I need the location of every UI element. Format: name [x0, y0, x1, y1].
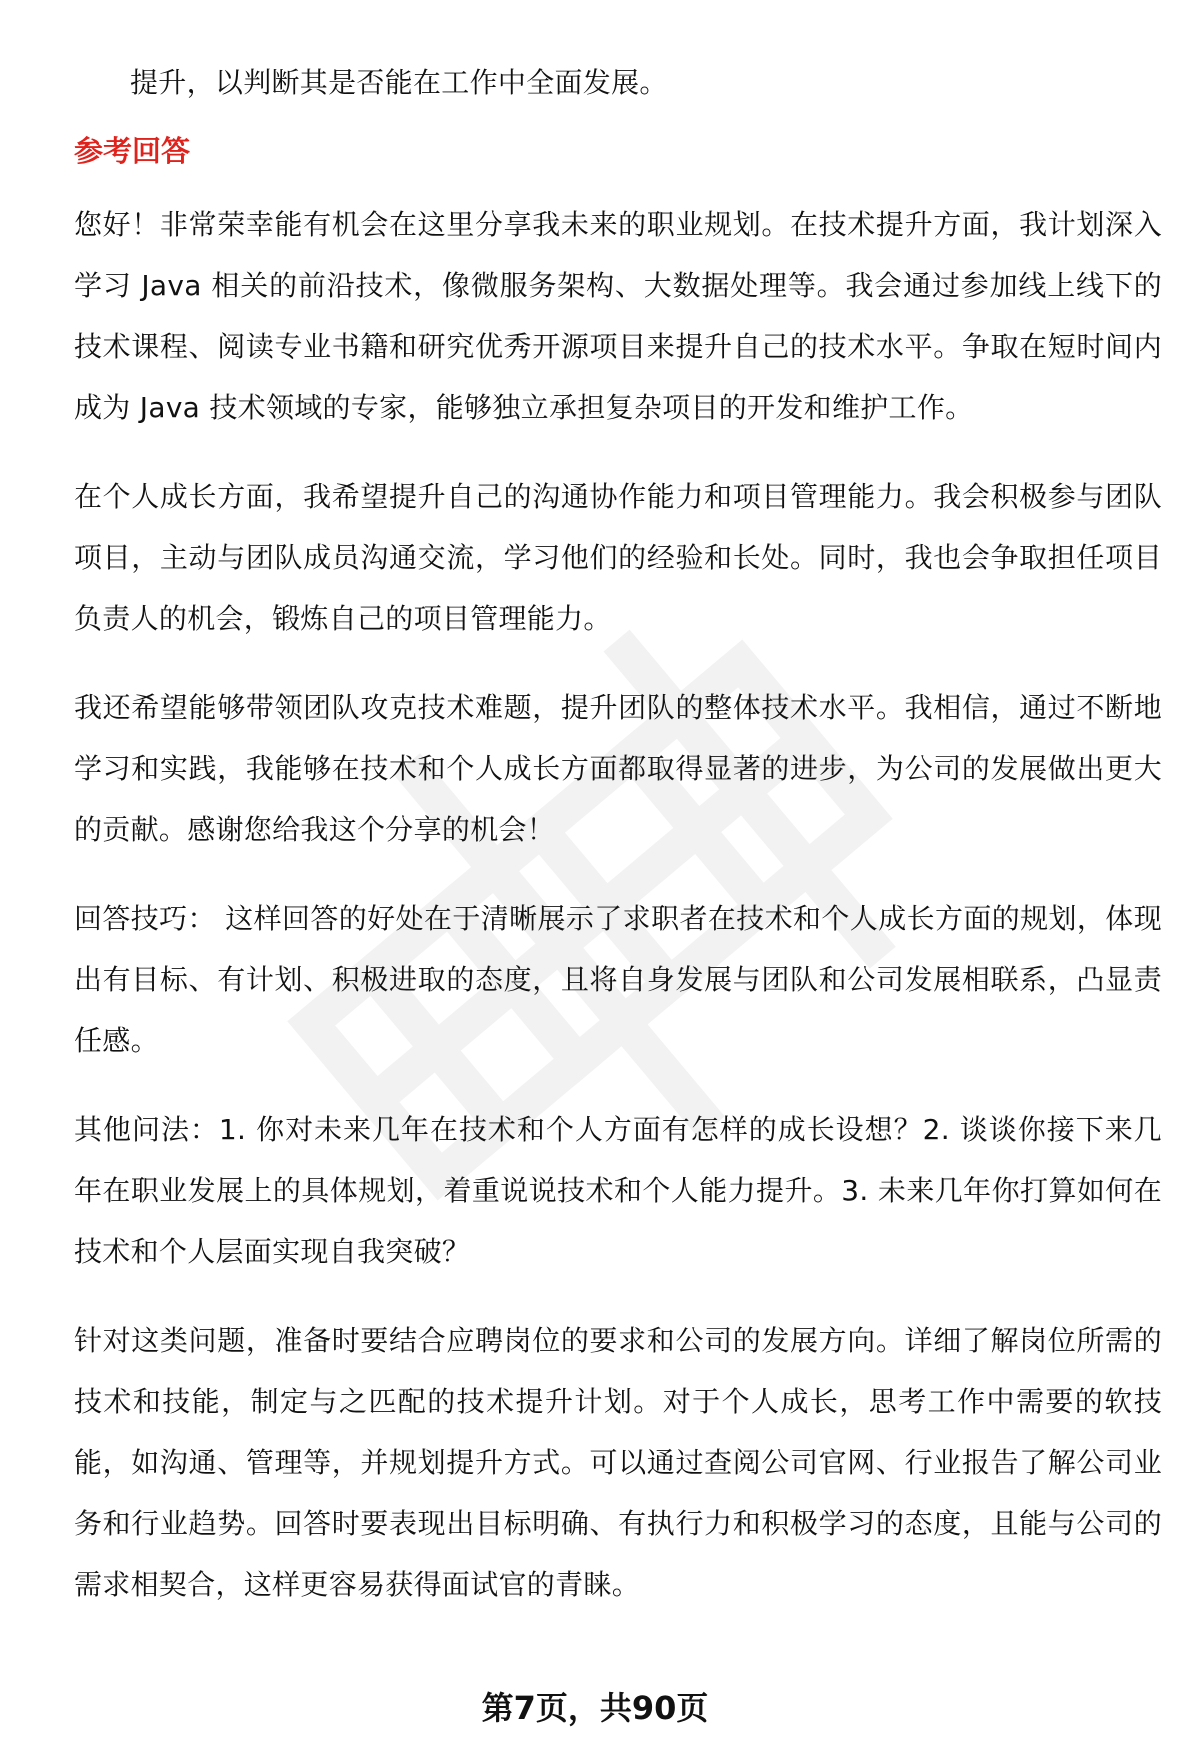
paragraph-personal-growth: 在个人成长方面，我希望提升自己的沟通协作能力和项目管理能力。我会积极参与团队项目，主动与团队成员沟通交流，学习他们的经验和长处。同时，我也会争取担任项目负责人的机会，锻炼自己的项目管理能力。 [74, 480, 1162, 635]
paragraph-other-questions: 其他问法：1. 你对未来几年在技术和个人方面有怎样的成长设想？2. 谈谈你接下来几年在职业发展上的具体规划，着重说说技术和个人能力提升。3. 未来几年你打算如何在技术和个人层面实现自我突破？ [74, 1113, 1162, 1268]
page-number-footer: 第7页，共90页 [481, 1689, 709, 1727]
paragraph-answer-tips: 回答技巧： 这样回答的好处在于清晰展示了求职者在技术和个人成长方面的规划，体现出有目标、有计划、积极进取的态度，且将自身发展与团队和公司发展相联系，凸显责任感。 [74, 902, 1162, 1057]
section-heading: 参考回答 [74, 134, 191, 168]
paragraph-answer-intro: 您好！非常荣幸能有机会在这里分享我未来的职业规划。在技术提升方面，我计划深入学习 Java 相关的前沿技术，像微服务架构、大数据处理等。我会通过参加线上线下的技术课程、阅读专业书籍和研究优秀开源项目来提升自己的技术水平。争取在短时间内成为 Java 技术领域的专家，能够独立承担复杂项目的开发和维护工作。 [74, 208, 1162, 424]
paragraph-preparation-advice: 针对这类问题，准备时要结合应聘岗位的要求和公司的发展方向。详细了解岗位所需的技术和技能，制定与之匹配的技术提升计划。对于个人成长，思考工作中需要的软技能，如沟通、管理等，并规划提升方式。可以通过查阅公司官网、行业报告了解公司业务和行业趋势。回答时要表现出目标明确、有执行力和积极学习的态度，且能与公司的需求相契合，这样更容易获得面试官的青睐。 [74, 1324, 1162, 1601]
intro-line: 提升，以判断其是否能在工作中全面发展。 [130, 66, 668, 99]
paragraph-team-leadership: 我还希望能够带领团队攻克技术难题，提升团队的整体技术水平。我相信，通过不断地学习和实践，我能够在技术和个人成长方面都取得显著的进步，为公司的发展做出更大的贡献。感谢您给我这个分享的机会！ [74, 691, 1162, 846]
document-body [74, 60, 1162, 1643]
